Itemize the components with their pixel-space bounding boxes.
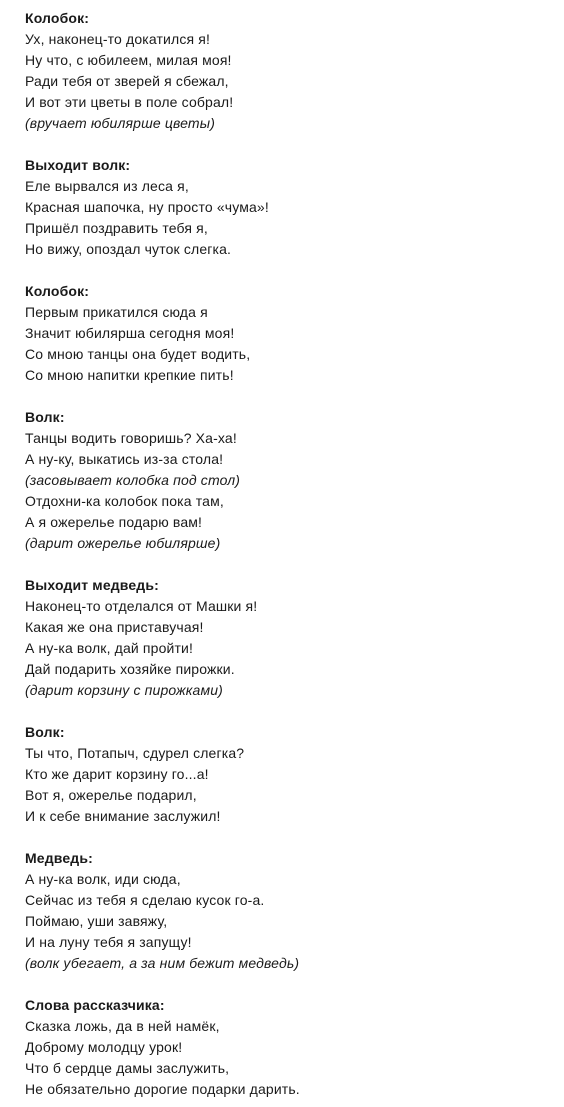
stanza — [25, 848, 564, 974]
stanza — [25, 155, 564, 260]
verse-line: Сейчас из тебя я сделаю кусок го-а. — [25, 892, 265, 908]
verse-line: Еле вырвался из леса я, — [25, 178, 189, 194]
verse-line: Вот я, ожерелье подарил, — [25, 787, 197, 803]
verse-line: Кто же дарит корзину го...а! — [25, 766, 209, 782]
verse-line: Поймаю, уши завяжу, — [25, 913, 168, 929]
verse-line: И на луну тебя я запущу! — [25, 934, 192, 950]
verse-line: Не обязательно дорогие подарки дарить. — [25, 1081, 300, 1097]
verse-line: Какая же она приставучая! — [25, 619, 204, 635]
speaker-label: Медведь: — [25, 850, 93, 866]
verse-line: А ну-ка волк, дай пройти! — [25, 640, 194, 656]
verse-line: Первым прикатился сюда я — [25, 304, 208, 320]
stanza — [25, 575, 564, 701]
speaker-label: Выходит волк: — [25, 157, 131, 173]
stanza — [25, 722, 564, 827]
stage-direction: (волк убегает, а за ним бежит медведь) — [25, 955, 300, 971]
verse-line: Со мною напитки крепкие пить! — [25, 367, 234, 383]
verse-line: А ну-ку, выкатись из-за стола! — [25, 451, 224, 467]
stanza — [25, 407, 564, 554]
speaker-label: Колобок: — [25, 10, 90, 26]
verse-line: А ну-ка волк, иди сюда, — [25, 871, 181, 887]
stage-direction: (дарит корзину с пирожками) — [25, 682, 223, 698]
stage-direction: (вручает юбилярше цветы) — [25, 115, 216, 131]
stanza — [25, 281, 564, 386]
verse-line: Ради тебя от зверей я сбежал, — [25, 73, 229, 89]
stage-direction: (засовывает колобка под стол) — [25, 472, 241, 488]
speaker-label: Волк: — [25, 409, 65, 425]
stanza — [25, 995, 564, 1100]
verse-line: Красная шапочка, ну просто «чума»! — [25, 199, 269, 215]
verse-line: Ты что, Потапыч, сдурел слегка? — [25, 745, 245, 761]
verse-line: Танцы водить говоришь? Ха-ха! — [25, 430, 237, 446]
verse-line: Со мною танцы она будет водить, — [25, 346, 251, 362]
stanza — [25, 8, 564, 134]
verse-line: Ух, наконец-то докатился я! — [25, 31, 211, 47]
verse-line: Значит юбилярша сегодня моя! — [25, 325, 235, 341]
speaker-label: Колобок: — [25, 283, 90, 299]
verse-line: Доброму молодцу урок! — [25, 1039, 183, 1055]
verse-line: Дай подарить хозяйке пирожки. — [25, 661, 235, 677]
verse-line: Что б сердце дамы заслужить, — [25, 1060, 230, 1076]
verse-line: А я ожерелье подарю вам! — [25, 514, 203, 530]
verse-line: Сказка ложь, да в ней намёк, — [25, 1018, 220, 1034]
speaker-label: Слова рассказчика: — [25, 997, 165, 1013]
verse-line: И к себе внимание заслужил! — [25, 808, 221, 824]
speaker-label: Выходит медведь: — [25, 577, 159, 593]
verse-line: Но вижу, опоздал чуток слегка. — [25, 241, 232, 257]
verse-line: Отдохни-ка колобок пока там, — [25, 493, 224, 509]
speaker-label: Волк: — [25, 724, 65, 740]
verse-line: Ну что, с юбилеем, милая моя! — [25, 52, 232, 68]
verse-line: Наконец-то отделался от Машки я! — [25, 598, 258, 614]
stage-direction: (дарит ожерелье юбилярше) — [25, 535, 221, 551]
verse-line: Пришёл поздравить тебя я, — [25, 220, 208, 236]
verse-line: И вот эти цветы в поле собрал! — [25, 94, 234, 110]
